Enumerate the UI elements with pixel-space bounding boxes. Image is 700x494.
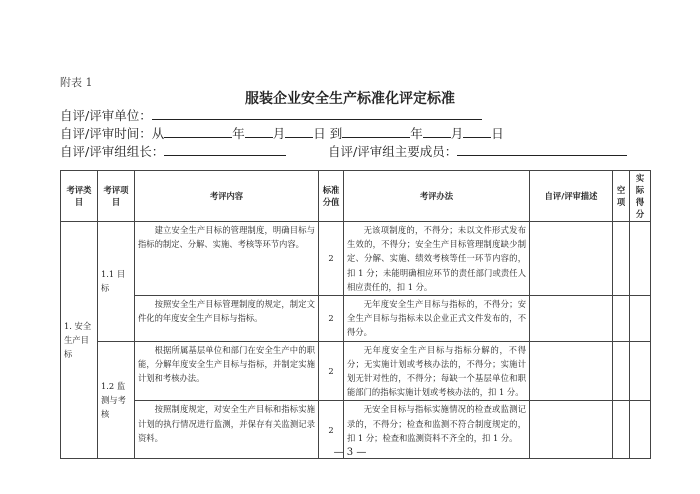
header-item: 考评项目 [98,171,135,222]
category-cell: 1. 安全生产目标 [61,222,98,459]
header-content: 考评内容 [135,171,319,222]
description-cell[interactable] [530,341,613,401]
document-title: 服装企业安全生产标准化评定标准 [245,91,455,107]
header-score: 标准分值 [319,171,344,222]
unit-label: 自评/评审单位： [60,108,152,123]
score-cell: 2 [319,222,344,296]
day-label: 日 [491,126,504,141]
leader-label: 自评/评审组组长： [60,144,165,159]
month-label: 月 [272,126,286,141]
time-line [60,124,504,142]
to-month-blank[interactable] [423,125,451,138]
evaluation-table [60,170,651,459]
members-label: 自评/评审组主要成员： [328,144,458,159]
method-cell: 无年度安全生产目标与指标分解的，不得分；无实施计划或考核办法的，不得分；实施计划无针对性的，不得分；每缺一个基层单位和职能部门的指标实施计划或考核办法的，扣 1 分。 [344,341,530,401]
method-cell: 无该项制度的，不得分；未以文件形式发布生效的，不得分；安全生产目标管理制度缺少制定、分解、实施、绩效考核等任一环节内容的，扣 1 分；未能明确相应环节的责任部门或责任人相应责任的，扣 1 分。 [344,222,530,296]
header-empty-item: 空项 [613,171,630,222]
day-label: 日 [313,126,326,141]
score-cell: 2 [319,401,344,459]
actual-score-cell[interactable] [630,341,651,401]
actual-score-cell[interactable] [630,222,651,296]
header-category: 考评类目 [61,171,98,222]
attachment-label: 附表 1 [60,76,93,89]
empty-item-cell[interactable] [613,296,630,342]
unit-blank[interactable] [152,107,482,120]
unit-line [60,106,482,124]
item-cell: 1.1 目标 [98,222,135,342]
to-label: 到 [329,126,343,141]
year-label: 年 [410,126,423,141]
table-row [61,222,651,296]
method-cell: 无安全目标与指标实施情况的检查或监测记录的，不得分；检查和监测不符合制度规定的，扣 1 分；检查和监测资料不齐全的，扣 1 分。 [344,401,530,459]
to-day-blank[interactable] [463,125,491,138]
to-year-blank[interactable] [342,125,410,138]
time-label: 自评/评审时间：从 [60,126,165,141]
year-label: 年 [232,126,245,141]
method-cell: 无年度安全生产目标与指标的，不得分；安全生产目标与指标未以企业正式文件发布的，不得分。 [344,296,530,342]
content-cell: 建立安全生产目标的管理制度，明确目标与指标的制定、分解、实施、考核等环节内容。 [135,222,319,296]
table-row [61,341,651,401]
leader-blank[interactable] [164,143,286,156]
description-cell[interactable] [530,296,613,342]
members-line [328,142,627,160]
score-cell: 2 [319,341,344,401]
header-description: 自评/评审描述 [530,171,613,222]
table-header-row [61,171,651,222]
item-cell: 1.2 监测与考核 [98,341,135,459]
header-actual-score: 实际得分 [630,171,651,222]
content-cell: 根据所属基层单位和部门在安全生产中的职能，分解年度安全生产目标与指标，并制定实施计划和考核办法。 [135,341,319,401]
from-day-blank[interactable] [285,125,313,138]
score-cell: 2 [319,296,344,342]
page-number: — 3 — [333,447,367,458]
content-cell: 按照制度规定，对安全生产目标和指标实施计划的执行情况进行监测，并保存有关监测记录资料。 [135,401,319,459]
table-row [61,296,651,342]
month-label: 月 [450,126,464,141]
empty-item-cell[interactable] [613,341,630,401]
description-cell[interactable] [530,222,613,296]
header-method: 考评办法 [344,171,530,222]
empty-item-cell[interactable] [613,222,630,296]
from-month-blank[interactable] [245,125,273,138]
from-year-blank[interactable] [164,125,232,138]
leader-line [60,142,286,160]
actual-score-cell[interactable] [630,296,651,342]
members-blank[interactable] [457,143,627,156]
content-cell: 按照安全生产目标管理制度的规定，制定文件化的年度安全生产目标与指标。 [135,296,319,342]
